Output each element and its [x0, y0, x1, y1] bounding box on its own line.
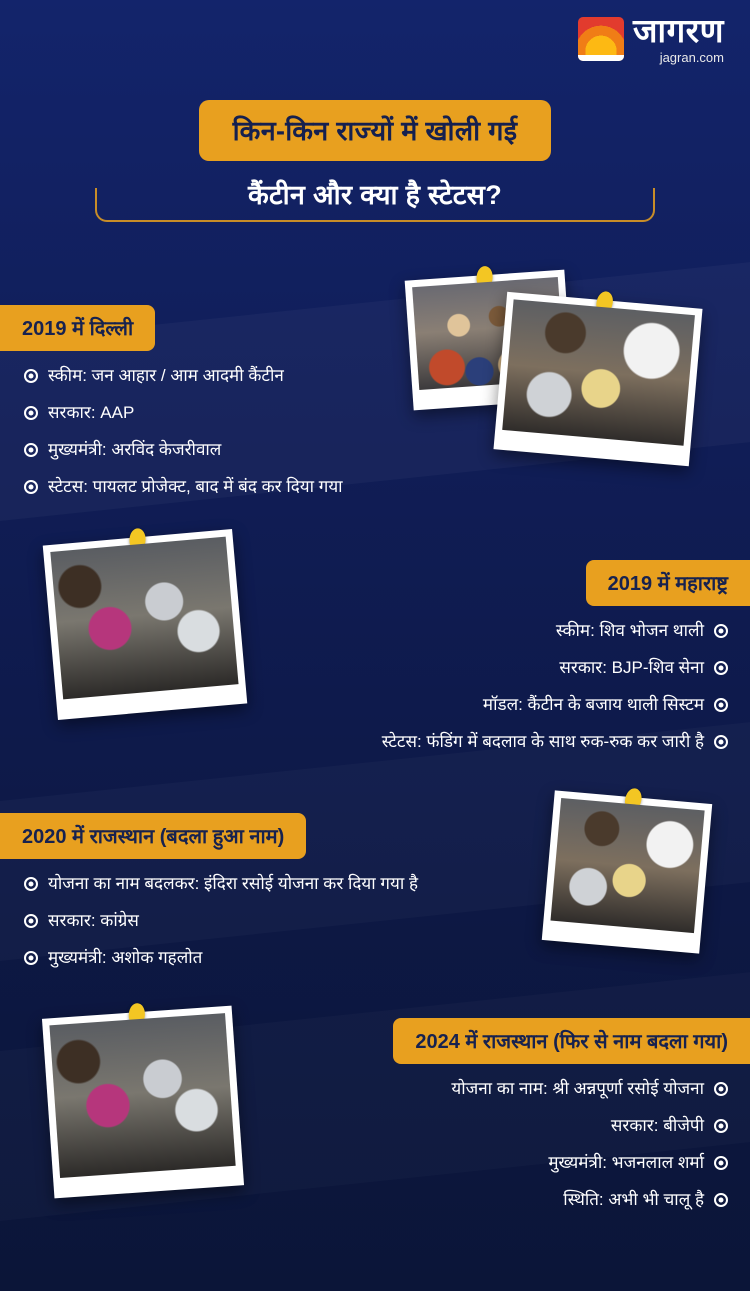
- page-title-line-1: किन-किन राज्यों में खोली गई: [199, 100, 552, 161]
- list-item-label: सरकार: AAP: [48, 402, 135, 422]
- list-item: [0, 402, 750, 425]
- section-points-delhi-2019: [0, 365, 750, 499]
- section-delhi-2019: [0, 305, 750, 513]
- bullet-icon: [714, 1082, 728, 1096]
- section-rajasthan-2020: [0, 813, 750, 984]
- section-maharashtra-2019: [0, 560, 750, 768]
- list-item: [0, 365, 750, 388]
- list-item: [0, 873, 750, 896]
- list-item: [0, 439, 750, 462]
- bullet-icon: [24, 914, 38, 928]
- list-item-label: मुख्यमंत्री: अशोक गहलोत: [48, 947, 203, 967]
- list-item-label: स्थिति: अभी भी चालू है: [563, 1189, 704, 1209]
- list-item: [0, 1189, 750, 1212]
- bullet-icon: [714, 735, 728, 749]
- list-item-label: स्टेटस: पायलट प्रोजेक्ट, बाद में बंद कर दिया गया: [48, 476, 343, 496]
- list-item: [0, 657, 750, 680]
- bullet-icon: [714, 624, 728, 638]
- list-item: [0, 476, 750, 499]
- list-item: [0, 731, 750, 754]
- bullet-icon: [714, 1193, 728, 1207]
- list-item-label: स्कीम: शिव भोजन थाली: [555, 621, 704, 640]
- bullet-icon: [714, 661, 728, 675]
- list-item-label: सरकार: बीजेपी: [610, 1115, 704, 1135]
- section-heading-rajasthan-2020: 2020 में राजस्थान (बदला हुआ नाम): [0, 813, 306, 859]
- brand-name: जागरण: [633, 12, 724, 49]
- list-item-label: मॉडल: कैंटीन के बजाय थाली सिस्टम: [482, 694, 704, 714]
- section-heading-rajasthan-2024: 2024 में राजस्थान (फिर से नाम बदला गया): [393, 1018, 750, 1064]
- list-item: [0, 1152, 750, 1175]
- title-underline-decoration: [95, 188, 655, 222]
- list-item: [0, 1115, 750, 1138]
- brand-logo: [578, 14, 724, 65]
- list-item-label: स्टेटस: फंडिंग में बदलाव के साथ रुक-रुक कर जारी है: [381, 731, 704, 751]
- bullet-icon: [714, 1156, 728, 1170]
- jagran-sun-logo-icon: [578, 17, 624, 61]
- page-title: [0, 100, 750, 212]
- list-item-label: स्कीम: जन आहार / आम आदमी कैंटीन: [48, 366, 284, 385]
- section-heading-maharashtra-2019: 2019 में महाराष्ट्र: [586, 560, 750, 606]
- bullet-icon: [24, 369, 38, 383]
- section-heading-row: [0, 560, 750, 606]
- bullet-icon: [714, 1119, 728, 1133]
- bullet-icon: [24, 951, 38, 965]
- section-heading-row: [0, 1018, 750, 1064]
- bullet-icon: [714, 698, 728, 712]
- list-item: [0, 694, 750, 717]
- section-points-maharashtra-2019: [0, 620, 750, 754]
- list-item-label: सरकार: कांग्रेस: [48, 910, 139, 930]
- brand-text: [633, 14, 724, 65]
- bullet-icon: [24, 480, 38, 494]
- list-item-label: योजना का नाम बदलकर: इंदिरा रसोई योजना कर दिया गया है: [48, 874, 419, 893]
- list-item-label: सरकार: BJP-शिव सेना: [559, 657, 704, 677]
- brand-url: jagran.com: [659, 49, 724, 65]
- bullet-icon: [24, 877, 38, 891]
- section-rajasthan-2024: [0, 1018, 750, 1226]
- section-heading-delhi-2019: 2019 में दिल्ली: [0, 305, 155, 351]
- bullet-icon: [24, 406, 38, 420]
- section-points-rajasthan-2020: [0, 873, 750, 970]
- list-item: [0, 1078, 750, 1101]
- list-item-label: योजना का नाम: श्री अन्नपूर्णा रसोई योजना: [451, 1079, 704, 1098]
- list-item-label: मुख्यमंत्री: अरविंद केजरीवाल: [48, 439, 222, 459]
- list-item: [0, 620, 750, 643]
- list-item-label: मुख्यमंत्री: भजनलाल शर्मा: [548, 1152, 704, 1172]
- bullet-icon: [24, 443, 38, 457]
- section-points-rajasthan-2024: [0, 1078, 750, 1212]
- page-title-line-2: कैंटीन और क्या है स्टेटस?: [248, 180, 502, 210]
- list-item: [0, 910, 750, 933]
- list-item: [0, 947, 750, 970]
